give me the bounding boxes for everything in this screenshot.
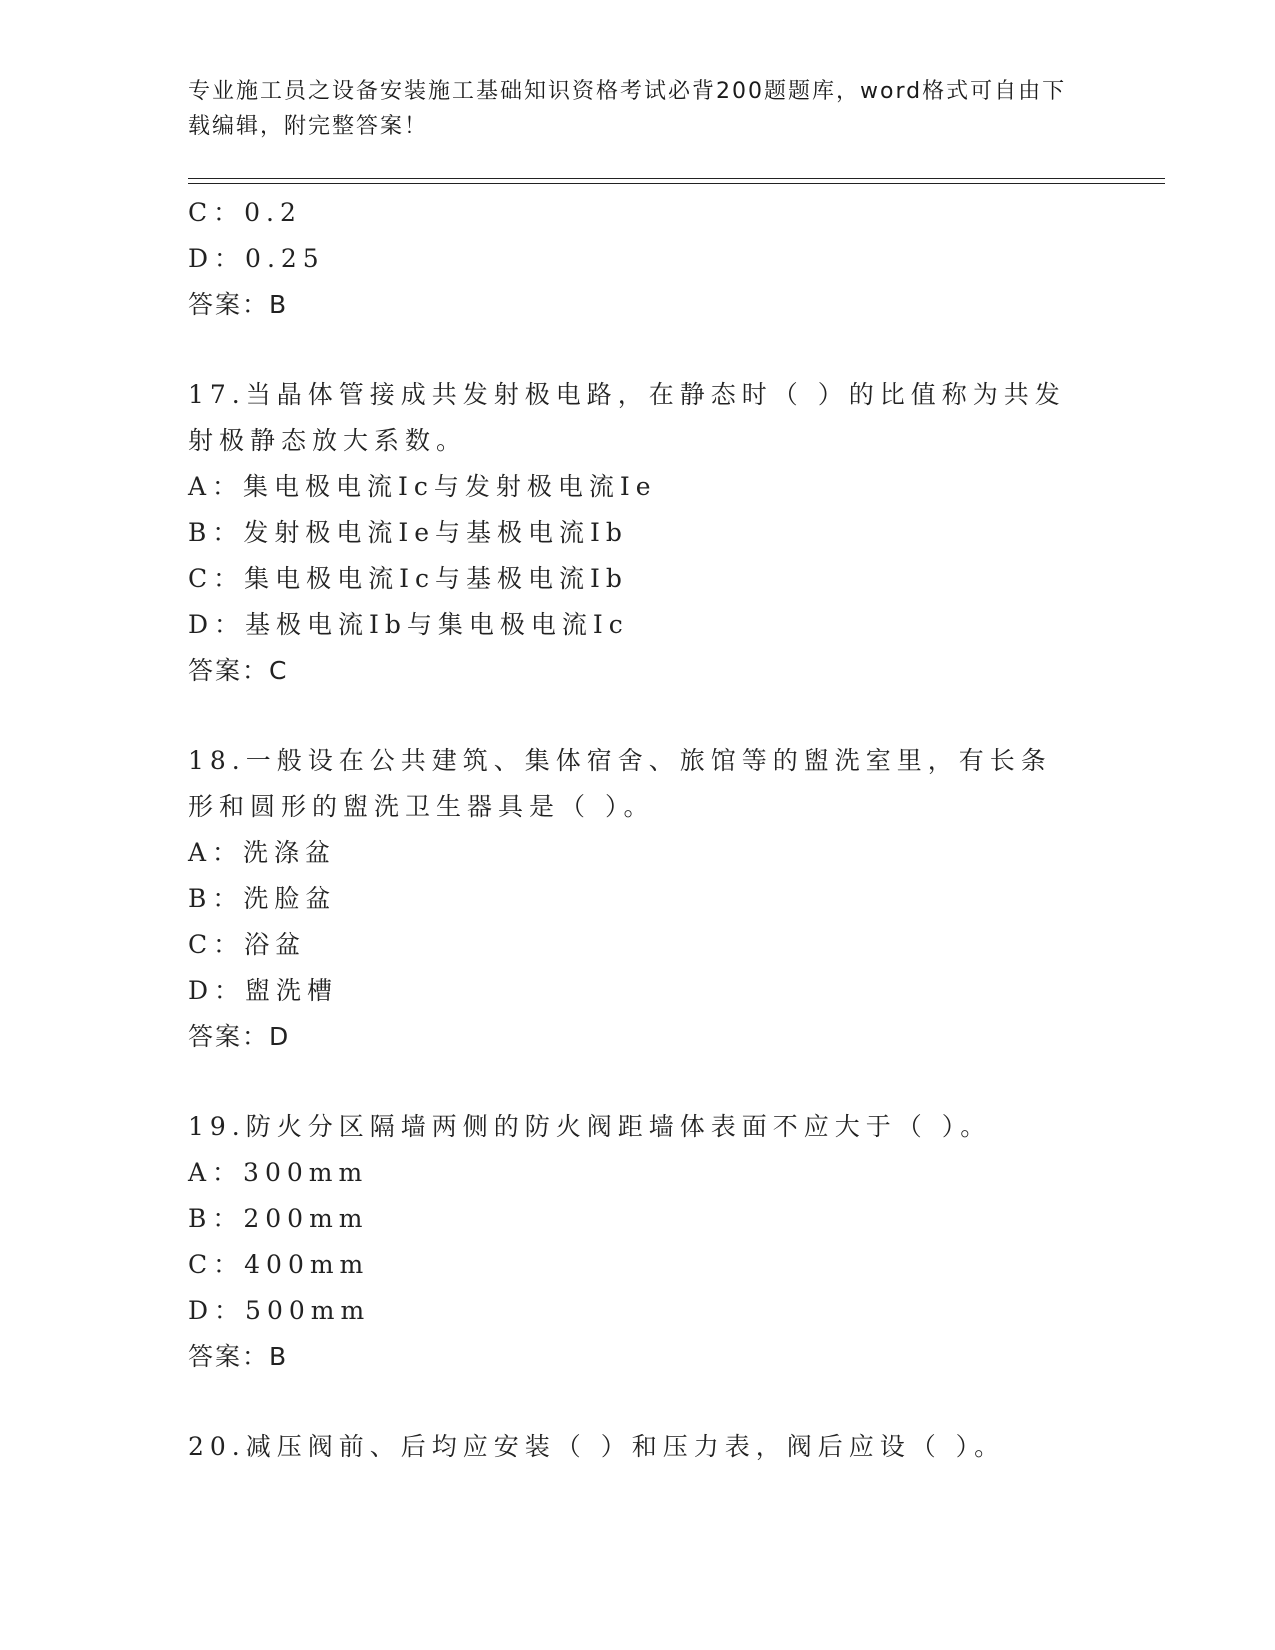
question-stem: 17.当晶体管接成共发射极电路，在静态时（ ）的比值称为共发射极静态放大系数。: [188, 380, 1066, 455]
option-c: C：0.2: [188, 198, 302, 227]
option-d: D：500mm: [188, 1296, 371, 1325]
option-c: C：集电极电流Ic与基极电流Ib: [188, 564, 628, 593]
option-d: D：基极电流Ib与集电极电流Ic: [188, 610, 629, 639]
question-18: [188, 738, 1088, 1060]
option-d: D：0.25: [188, 244, 325, 273]
question-17: [188, 372, 1088, 694]
question-stem: 20.减压阀前、后均应安装（ ）和压力表，阀后应设（ ）。: [188, 1432, 1006, 1461]
answer-line: 答案：D: [188, 1022, 291, 1051]
option-c: C：浴盆: [188, 930, 307, 959]
question-stem: 18.一般设在公共建筑、集体宿舍、旅馆等的盥洗室里，有长条形和圆形的盥洗卫生器具是（ ）。: [188, 746, 1052, 821]
answer-line: 答案：B: [188, 290, 289, 319]
prev-question-continuation: [188, 190, 1088, 328]
answer-line: 答案：C: [188, 656, 289, 685]
answer-line: 答案：B: [188, 1342, 289, 1371]
question-stem: 19.防火分区隔墙两侧的防火阀距墙体表面不应大于（ ）。: [188, 1112, 992, 1141]
header-divider-bottom: [188, 183, 1165, 184]
option-a: A：洗涤盆: [188, 838, 337, 867]
option-c: C：400mm: [188, 1250, 370, 1279]
option-b: B：发射极电流Ie与基极电流Ib: [188, 518, 628, 547]
option-a: A：集电极电流Ic与发射极电流Ie: [188, 472, 657, 501]
option-d: D：盥洗槽: [188, 976, 339, 1005]
option-b: B：200mm: [188, 1204, 369, 1233]
document-header: 专业施工员之设备安装施工基础知识资格考试必背200题题库，word格式可自由下载编辑，附完整答案！: [188, 79, 1067, 139]
option-a: A：300mm: [188, 1158, 369, 1187]
document-body: [188, 190, 1088, 1470]
question-19: [188, 1104, 1088, 1380]
option-b: B：洗脸盆: [188, 884, 337, 913]
question-20: [188, 1424, 1088, 1470]
header-divider-top: [188, 178, 1165, 179]
